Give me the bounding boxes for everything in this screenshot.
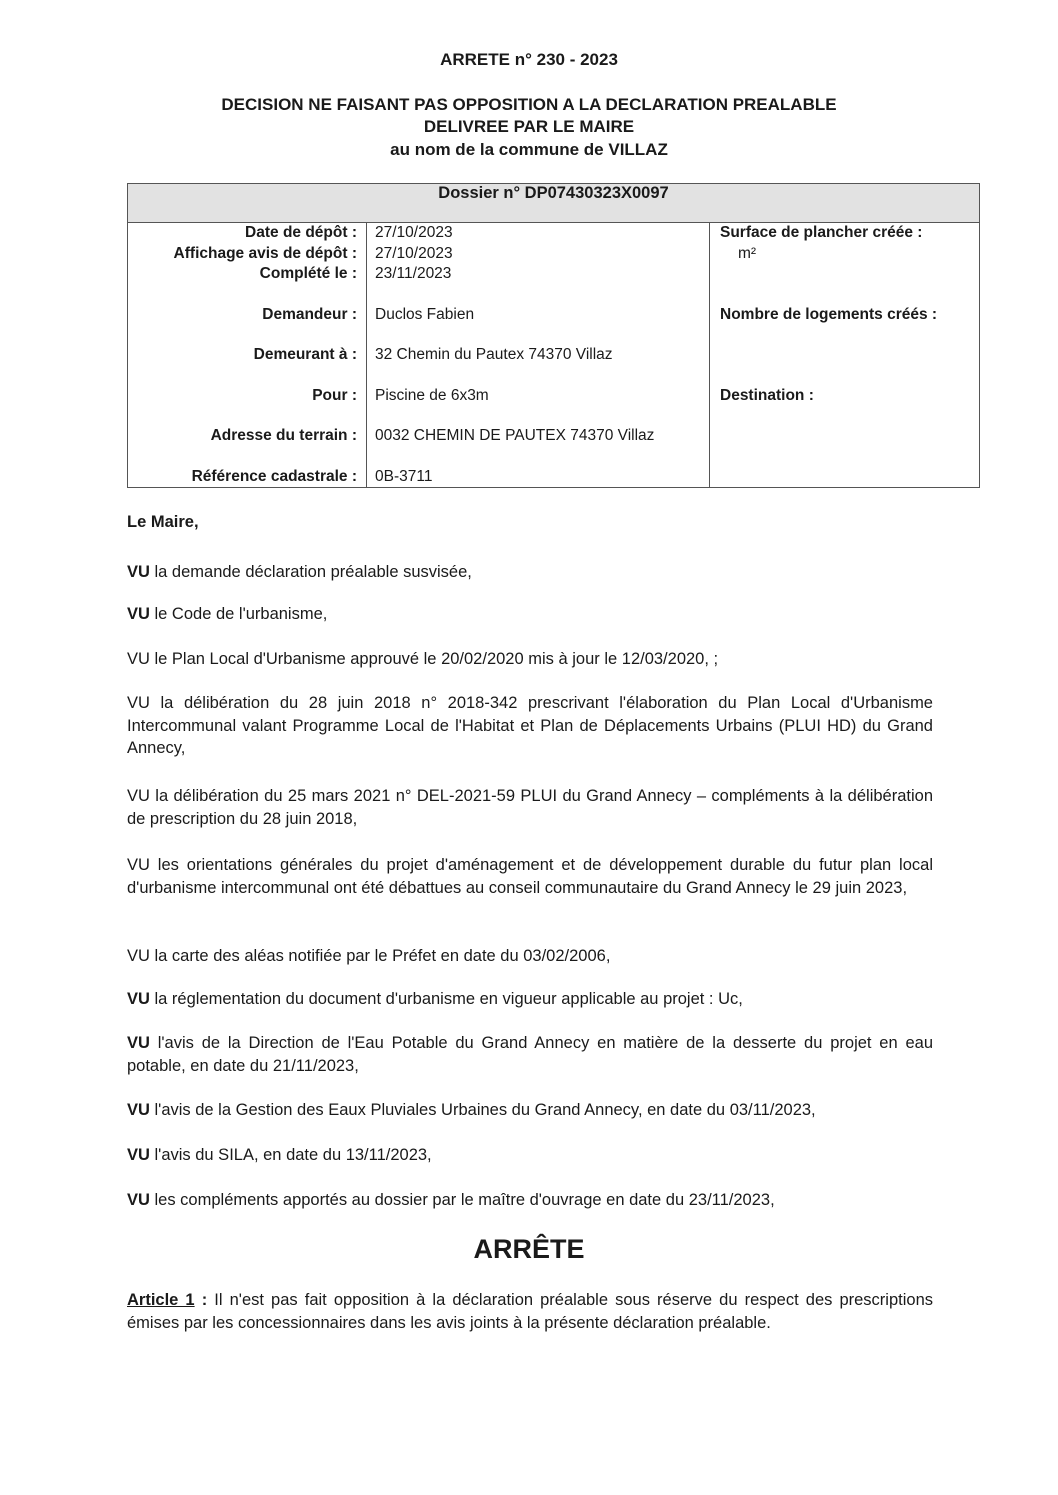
subtitle-line-3: au nom de la commune de VILLAZ <box>390 140 668 159</box>
dossier-table <box>127 183 980 488</box>
field-label: Pour : <box>312 386 357 404</box>
article-1-text: Il n'est pas fait opposition à la déclaration préalable sous réserve du respect des prescriptions émises par les concessionnaires dans les avis joints à la présente déclaration préalable. <box>127 1291 933 1332</box>
vu-paragraph: VU la réglementation du document d'urbanisme en vigueur applicable au projet : Uc, <box>127 990 743 1008</box>
destination-label: Destination : <box>720 386 814 404</box>
vu-paragraph: VU les compléments apportés au dossier par le maître d'ouvrage en date du 23/11/2023, <box>127 1191 775 1209</box>
vu-paragraph: VU la délibération du 28 juin 2018 n° 2018-342 prescrivant l'élaboration du Plan Local d'Urbanisme Intercommunal valant Programme Local de l'Habitat et Plan de Déplacements Urbains (PLUI HD) du Grand Annecy, <box>127 694 933 757</box>
field-label: Référence cadastrale : <box>191 467 357 485</box>
dossier-right-column <box>710 223 980 488</box>
field-value: 27/10/2023 <box>375 244 453 262</box>
le-maire: Le Maire, <box>127 513 199 531</box>
field-value: Piscine de 6x3m <box>375 386 489 404</box>
dossier-values <box>367 223 710 488</box>
vu-paragraph: VU le Plan Local d'Urbanisme approuvé le 20/02/2020 mis à jour le 12/03/2020, ; <box>127 650 719 668</box>
article-1-label: Article 1 <box>127 1291 195 1309</box>
subtitle-line-2: DELIVREE PAR LE MAIRE <box>423 117 635 136</box>
field-label: Affichage avis de dépôt : <box>173 244 357 262</box>
vu-paragraph: VU l'avis de la Direction de l'Eau Potable du Grand Annecy en matière de la desserte du projet en eau potable, en date du 21/11/2023, <box>127 1034 933 1075</box>
vu-paragraph: VU les orientations générales du projet d'aménagement et de développement durable du futur plan local d'urbanisme intercommunal ont été débattues au conseil communautaire du Grand Annecy le 29 juin 2023, <box>127 856 933 897</box>
vu-paragraph: VU le Code de l'urbanisme, <box>127 605 328 623</box>
dossier-labels <box>128 223 367 488</box>
decision-title: ARRÊTE <box>473 1234 585 1264</box>
surface-label: Surface de plancher créée : <box>720 224 923 241</box>
field-label: Complété le : <box>259 265 357 282</box>
field-label: Demandeur : <box>262 305 357 323</box>
arrete-number: ARRETE n° 230 - 2023 <box>440 50 618 69</box>
field-value: 0032 CHEMIN DE PAUTEX 74370 Villaz <box>375 427 655 444</box>
vu-paragraph: VU l'avis du SILA, en date du 13/11/2023, <box>127 1146 432 1164</box>
logements-label: Nombre de logements créés : <box>720 305 938 323</box>
surface-unit: m² <box>738 244 757 262</box>
dossier-title: Dossier n° DP07430323X0097 <box>128 184 980 223</box>
vu-paragraph: VU la délibération du 25 mars 2021 n° DEL-2021-59 PLUI du Grand Annecy – compléments à la délibération de prescription du 28 juin 2018, <box>127 787 933 828</box>
field-label: Demeurant à : <box>253 346 357 363</box>
field-label: Adresse du terrain : <box>210 427 357 444</box>
vu-paragraph: VU la carte des aléas notifiée par le Préfet en date du 03/02/2006, <box>127 947 611 965</box>
field-value: 27/10/2023 <box>375 224 453 241</box>
field-value: Duclos Fabien <box>375 305 475 323</box>
field-value: 23/11/2023 <box>375 265 452 282</box>
field-value: 32 Chemin du Pautex 74370 Villaz <box>375 346 613 363</box>
field-label: Date de dépôt : <box>245 224 357 241</box>
subtitle-line-1: DECISION NE FAISANT PAS OPPOSITION A LA DECLARATION PREALABLE <box>221 95 837 114</box>
field-value: 0B-3711 <box>375 467 433 485</box>
vu-paragraph: VU la demande déclaration préalable susvisée, <box>127 563 472 581</box>
vu-paragraph: VU l'avis de la Gestion des Eaux Pluviales Urbaines du Grand Annecy, en date du 03/11/2023, <box>127 1101 816 1119</box>
article-1: Article 1 : Il n'est pas fait opposition à la déclaration préalable sous réserve du respect des prescriptions émises par les concessionnaires dans les avis joints à la présente déclaration préalable. <box>127 1291 933 1332</box>
